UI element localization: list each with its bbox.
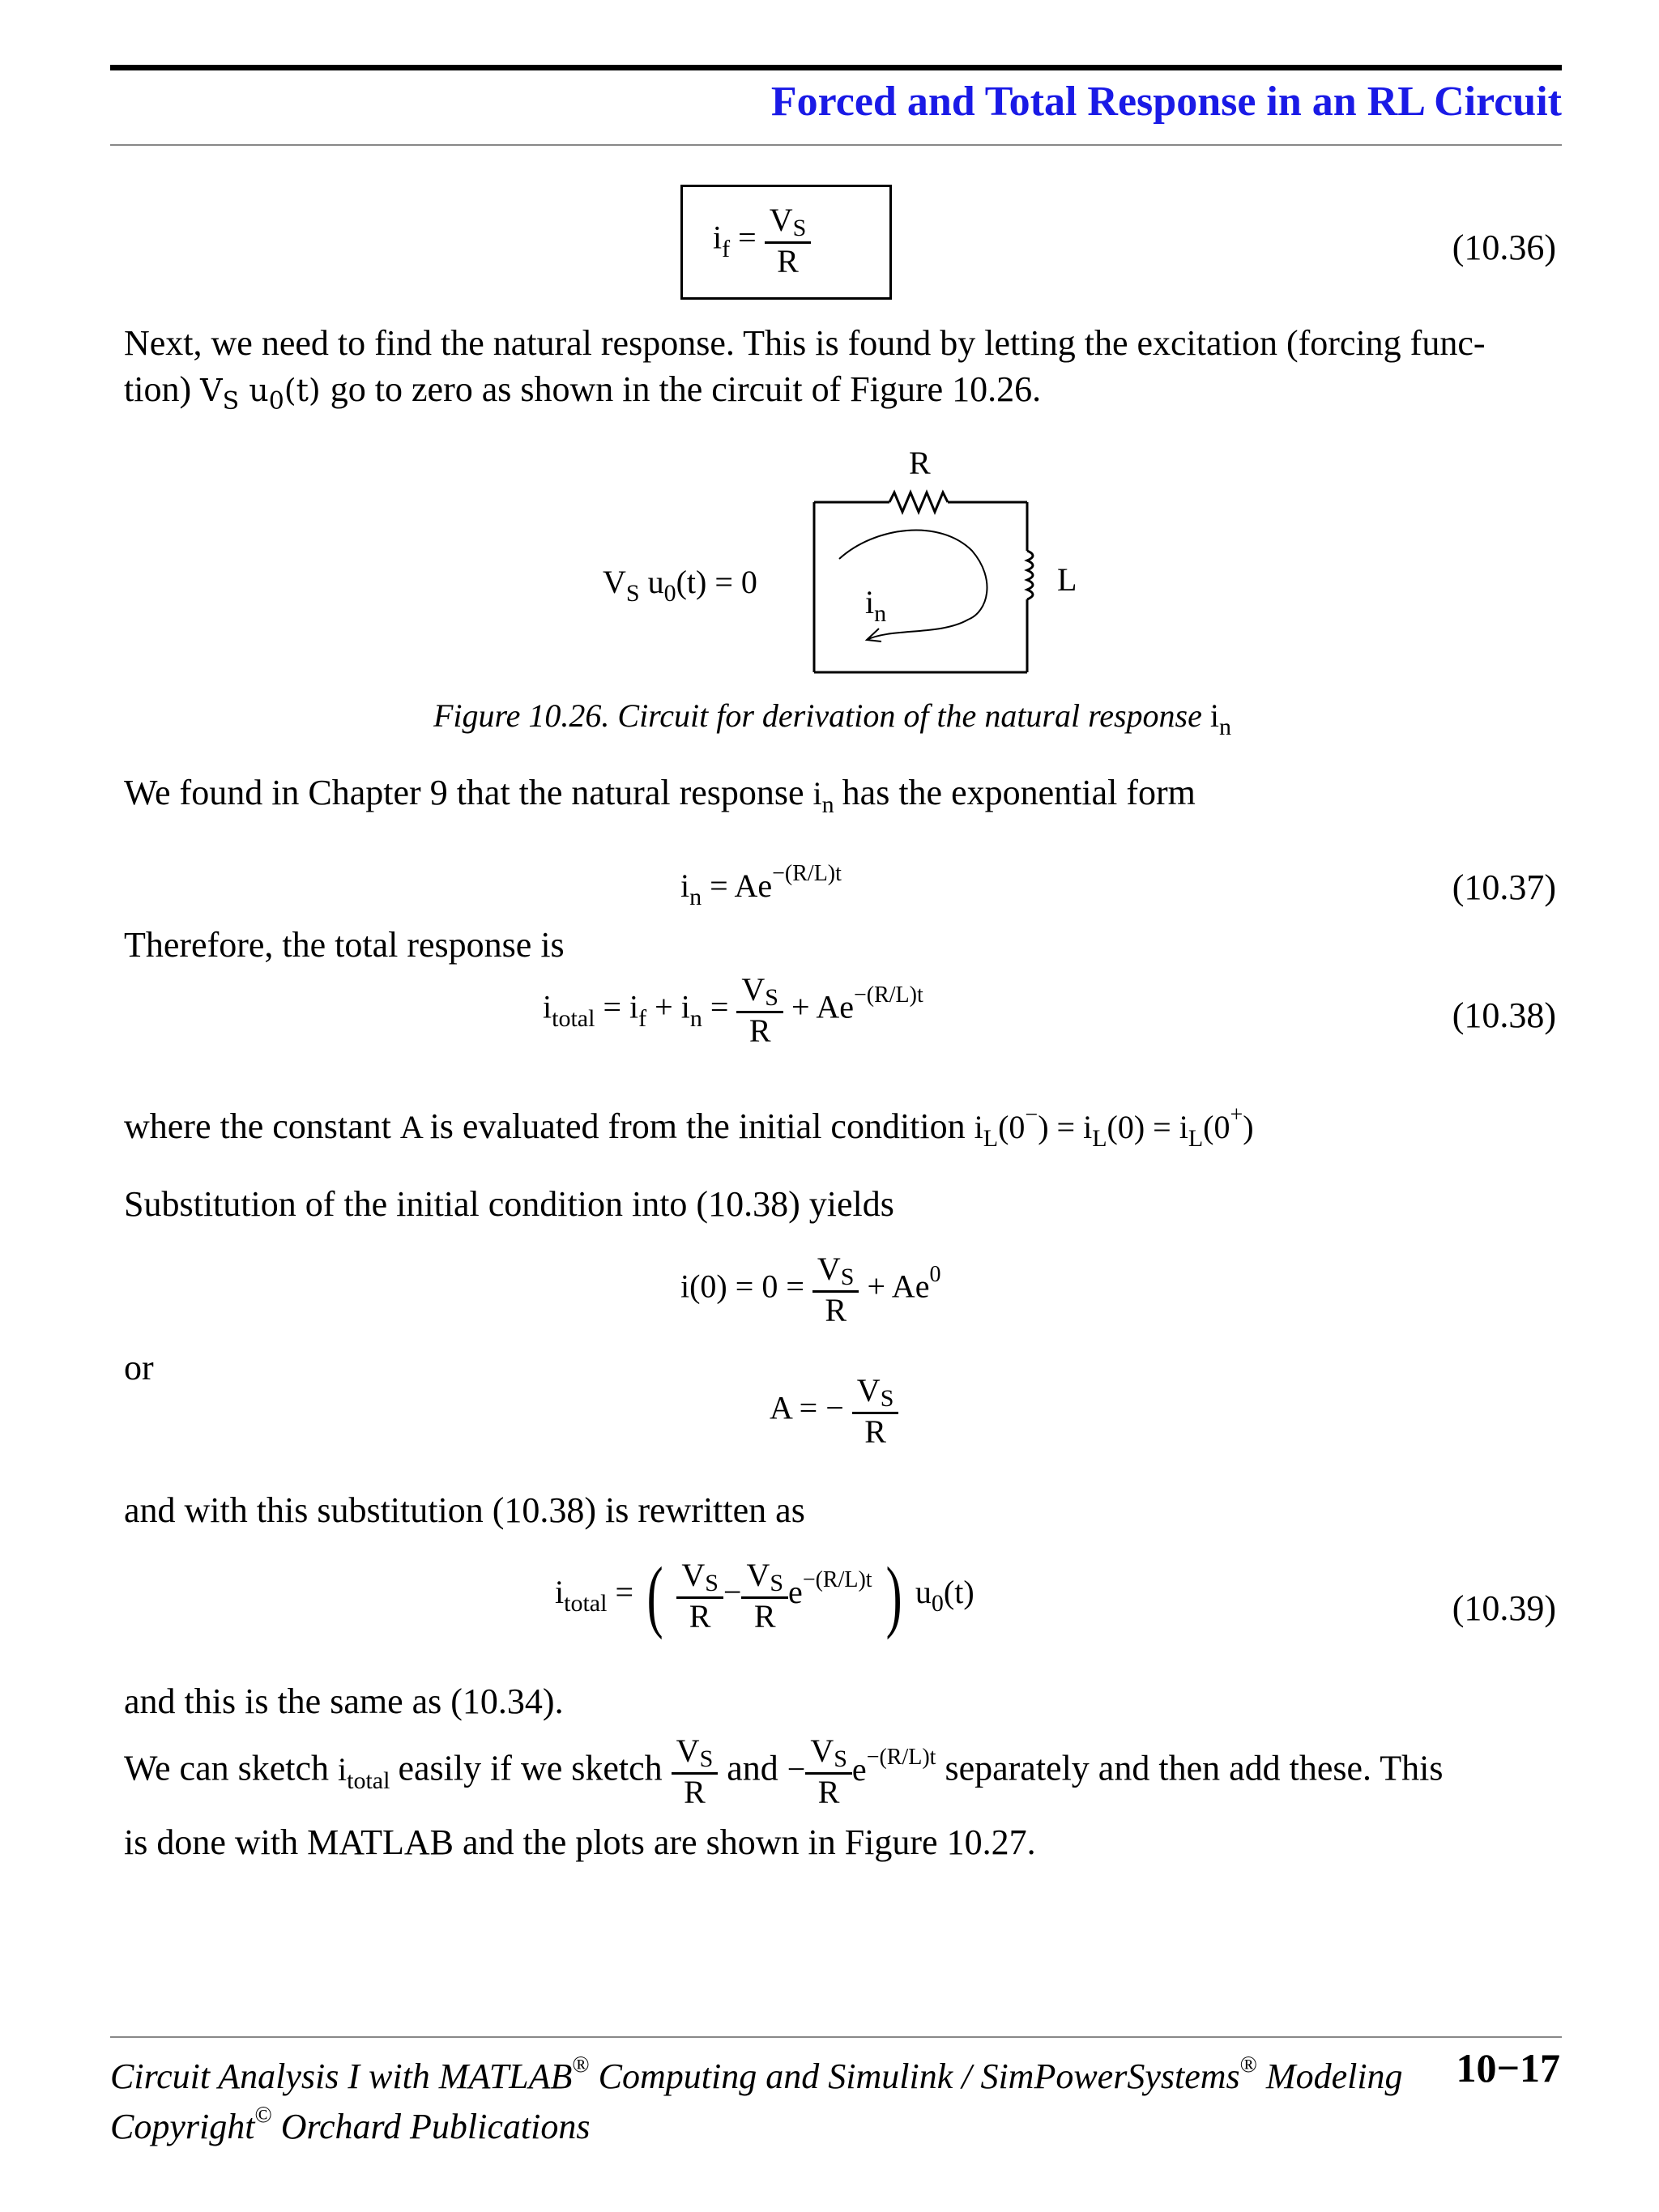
footer-line-2: Copyright© Orchard Publications <box>110 2103 591 2146</box>
current-loop-arrow <box>839 531 987 640</box>
eq-10-39: $i_{total}$ = ( $\frac{VS}{R}$ − $\frac{VS}{R}$ $e^{-(R/L)t}$ ) $u_0(t)$ <box>555 1550 975 1640</box>
eq-10-36: $i_f$ = $\frac{VS}{R}$ <box>713 202 811 279</box>
figure-caption: Figure 10.26. Circuit for derivation of the natural response $i_n$ <box>433 697 1231 740</box>
paragraph-line: Next, we need to find the natural response. This is found by letting the excitation (forcing func- <box>124 323 1486 363</box>
eq-initial-condition: i(0) = 0 = $\frac{VS}{R}$ + $Ae^0$ <box>680 1251 941 1328</box>
resistor-label: R <box>909 445 931 481</box>
paragraph-line: tion) $V_S$ $u_0(t)$ go to zero as shown in the circuit of Figure 10.26. <box>124 369 1042 416</box>
footer-line-1: Circuit Analysis I with MATLAB® Computing and Simulink / SimPowerSystems® Modeling <box>110 2052 1403 2096</box>
eq-10-37-number: (10.37) <box>1452 867 1556 907</box>
paragraph-line: We can sketch $i_{total}$ easily if we sketch $\frac{VS}{R}$ and − $\frac{VS}{R}$ $e^{-(R/L)t}$ separately and then add these. This <box>124 1733 1444 1810</box>
eq-10-38: $i_{total} = i_f + i_n$ = $\frac{VS}{R}$ + $Ae^{-(R/L)t}$ <box>543 971 923 1049</box>
paragraph-line: where the constant A is evaluated from the initial condition $i_L(0^-) = i_L(0) = i_L(0^+)$ <box>124 1102 1254 1152</box>
eq-10-37: $i_n = Ae^{-(R/L)t}$ <box>680 861 842 910</box>
paragraph-line: Therefore, the total response is <box>124 925 565 965</box>
paragraph-line: and this is the same as (10.34). <box>124 1681 564 1721</box>
paragraph-line: or <box>124 1348 154 1387</box>
eq-10-38-number: (10.38) <box>1452 995 1556 1035</box>
eq-constant-A: A = − $\frac{VS}{R}$ <box>770 1373 898 1450</box>
eq-10-36-number: (10.36) <box>1452 228 1556 267</box>
paragraph-line: Substitution of the initial condition into (10.38) yields <box>124 1184 894 1224</box>
paragraph-line: and with this substitution (10.38) is rewritten as <box>124 1490 805 1530</box>
page-header-title: Forced and Total Response in an RL Circuit <box>770 79 1562 125</box>
header-divider <box>110 144 1562 146</box>
paragraph-line: is done with MATLAB and the plots are shown in Figure 10.27. <box>124 1822 1036 1862</box>
resistor-symbol <box>889 492 948 512</box>
footer-divider <box>110 2036 1562 2038</box>
top-rule <box>110 65 1562 70</box>
paragraph-line: We found in Chapter 9 that the natural response $i_n$ has the exponential form <box>124 773 1196 818</box>
page-number: 10−17 <box>1456 2045 1560 2091</box>
current-label: $i_n$ <box>865 584 887 627</box>
inductor-symbol <box>1027 551 1033 599</box>
rl-circuit-figure <box>802 437 1094 688</box>
source-label: $V_S$ $u_0(t) = 0$ <box>603 564 757 607</box>
inductor-label: L <box>1057 561 1077 598</box>
eq-10-39-number: (10.39) <box>1452 1588 1556 1628</box>
